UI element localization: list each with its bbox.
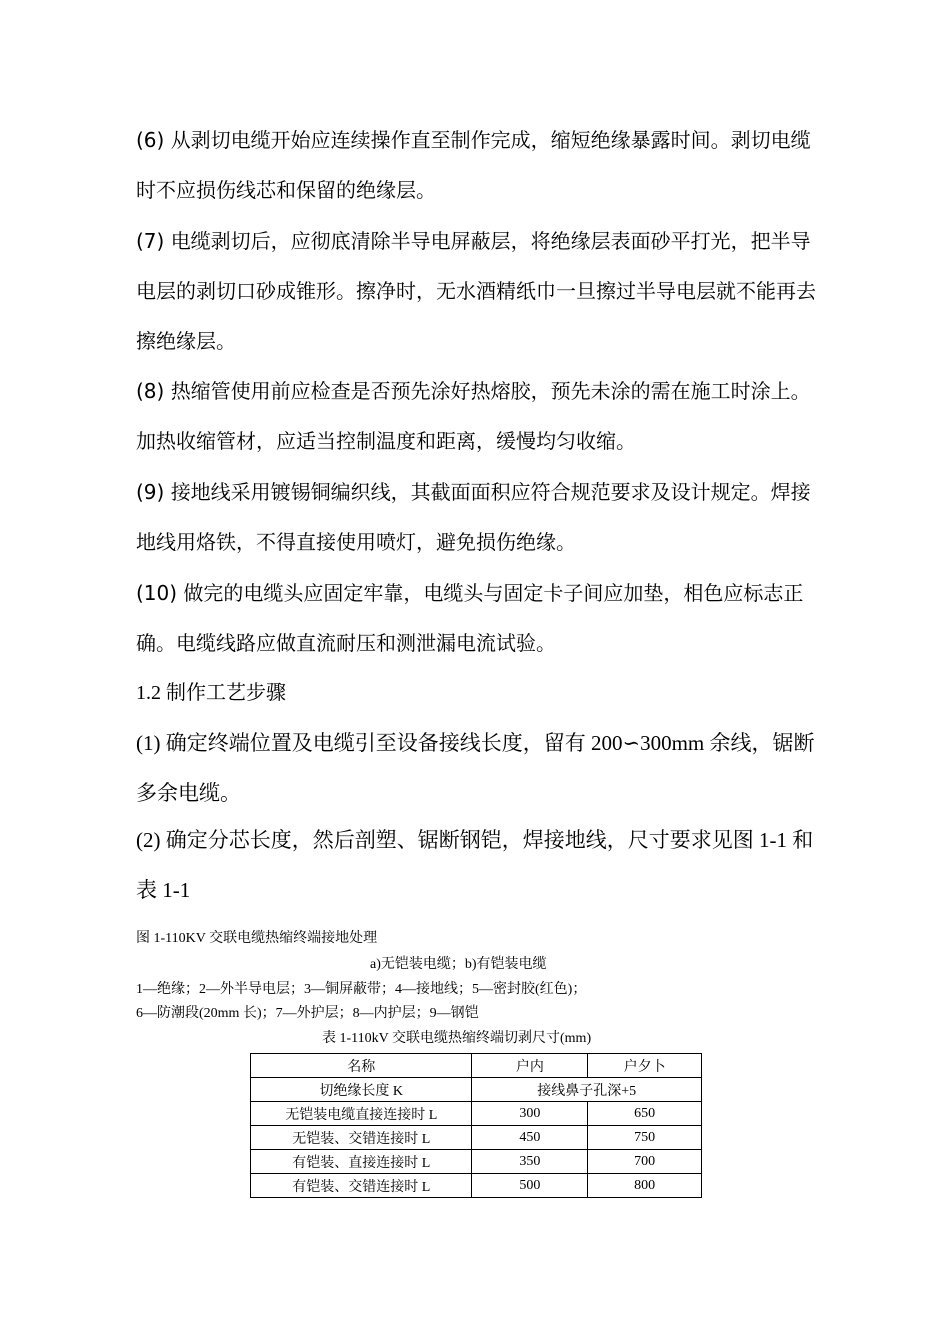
paragraph-item-8: (8) 热缩管使用前应检查是否预先涂好热熔胶，预先未涂的需在施工时涂上。加热收缩管材，应适当控制温度和距离，缓慢均匀收缩。 xyxy=(136,379,811,453)
section-heading: 1.2 制作工艺步骤 xyxy=(136,682,286,704)
table-cell: 500 xyxy=(472,1174,588,1198)
step-1: (1) 确定终端位置及电缆引至设备接线长度，留有 200∽300mm 余线，锯断多余电缆。 xyxy=(136,731,815,805)
figure-sub-caption: a)无铠装电缆；b)有铠装电缆 xyxy=(370,957,547,972)
table-cell: 450 xyxy=(472,1126,588,1150)
table-row xyxy=(251,1126,702,1150)
table-cell: 650 xyxy=(588,1102,702,1126)
table-cell: 有铠装、交错连接时 L xyxy=(251,1174,472,1198)
paragraph-item-10: (10) 做完的电缆头应固定牢靠，电缆头与固定卡子间应加垫，相色应标志正确。电缆线路应做直流耐压和测泄漏电流试验。 xyxy=(136,581,804,655)
table-cell: 切绝缘长度 K xyxy=(251,1078,472,1102)
table-header-cell: 户内 xyxy=(472,1054,588,1078)
table-cell: 700 xyxy=(588,1150,702,1174)
figure-caption: 图 1-110KV 交联电缆热缩终端接地处理 xyxy=(136,931,378,946)
table-row xyxy=(251,1078,702,1102)
figure-legend-line-2: 6—防潮段(20mm 长)；7—外护层；8—内护层；9—钢铠 xyxy=(136,1006,479,1021)
table-row xyxy=(251,1150,702,1174)
paragraph-item-9: (9) 接地线采用镀锡铜编织线，其截面面积应符合规范要求及设计规定。焊接地线用烙铁，不得直接使用喷灯，避免损伤绝缘。 xyxy=(136,480,811,554)
paragraph-item-6: (6) 从剥切电缆开始应连续操作直至制作完成，缩短绝缘暴露时间。剥切电缆时不应损伤线芯和保留的绝缘层。 xyxy=(136,128,811,202)
table-header-cell: 名称 xyxy=(251,1054,472,1078)
table-cell: 有铠装、直接连接时 L xyxy=(251,1150,472,1174)
table-header-cell: 户夕卜 xyxy=(588,1054,702,1078)
figure-legend-line-1: 1—绝缘；2—外半导电层；3—铜屏蔽带；4—接地线；5—密封胶(红色)； xyxy=(136,982,587,997)
step-2: (2) 确定分芯长度，然后剖塑、锯断钢铠，焊接地线，尺寸要求见图 1-1 和表 1-1 xyxy=(136,828,814,902)
table-cell: 750 xyxy=(588,1126,702,1150)
table-cell: 接线鼻子孔深+5 xyxy=(472,1078,702,1102)
table-cell: 800 xyxy=(588,1174,702,1198)
table-cell: 无铠装电缆直接连接时 L xyxy=(251,1102,472,1126)
table-header-row xyxy=(251,1054,702,1078)
table-cell: 300 xyxy=(472,1102,588,1126)
table-caption: 表 1-110kV 交联电缆热缩终端切剥尺寸(mm) xyxy=(322,1031,592,1046)
dimension-table xyxy=(250,1053,702,1198)
table-row xyxy=(251,1102,702,1126)
table-cell: 350 xyxy=(472,1150,588,1174)
table-row xyxy=(251,1174,702,1198)
table-cell: 无铠装、交错连接时 L xyxy=(251,1126,472,1150)
paragraph-item-7: (7) 电缆剥切后，应彻底清除半导电屏蔽层，将绝缘层表面砂平打光，把半导电层的剥切口砂成锥形。擦净时，无水酒精纸巾一旦擦过半导电层就不能再去擦绝缘层。 xyxy=(136,229,816,353)
